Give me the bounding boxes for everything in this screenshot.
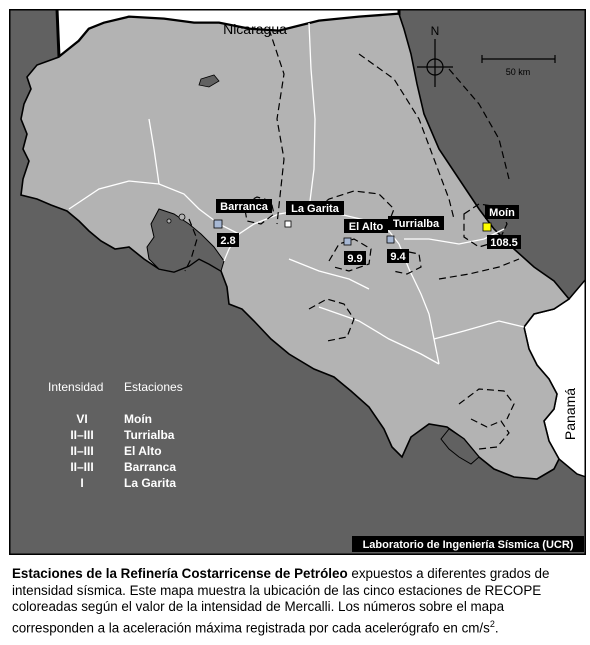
map [9,9,586,555]
legend-station: El Alto [124,444,162,458]
legend-station: La Garita [124,476,177,490]
legend-intensity: II–III [70,460,94,474]
legend-intensity: II–III [70,428,94,442]
island [179,214,185,220]
legend-header-stations: Estaciones [124,380,183,394]
station-name-moin: Moín [489,207,515,219]
north-label: N [430,24,440,38]
station-name-turrialba: Turrialba [392,218,440,230]
legend-header-intensity: Intensidad [48,380,104,394]
station-name-la-garita: La Garita [291,203,339,215]
caption-text: expuestos a diferentes grados de intensidad sísmica. Este mapa muestra la ubicación de las cinco estaciones de RECOPE coloreadas según el valor de la intensidad de Mercalli. Los números sobre el mapa corresponden a la aceleración máxima registrada por cada acelerógrafo en cm/s [12,566,550,635]
station-value-el-alto: 9.9 [347,253,363,265]
legend-intensity: I [80,476,84,490]
caption-title: Estaciones de la Refinería Costarricense de Petróleo [12,566,348,581]
legend-station: Turrialba [124,428,175,442]
station-name-el-alto: El Alto [348,221,384,233]
legend-intensity: VI [76,412,88,426]
caption-end: . [494,619,499,635]
station-marker [387,236,394,243]
map-panel [9,9,586,555]
station-marker [483,223,491,231]
station-value-turrialba: 9.4 [390,251,406,263]
station-value-barranca: 2.8 [220,235,236,247]
caption-unit-exponent: 2 [489,618,495,629]
station-value-moin: 108.5 [490,237,518,249]
figure-caption [12,566,584,636]
station-marker [344,238,351,245]
legend-station: Barranca [124,460,177,474]
station-marker [214,220,222,228]
legend-station: Moín [124,412,152,426]
station-name-barranca: Barranca [220,201,268,213]
legend-intensity: II–III [70,444,94,458]
credit-text: Laboratorio de Ingeniería Sísmica (UCR) [362,539,574,551]
scale-label: 50 km [505,67,531,77]
station-marker [285,221,291,227]
island [167,219,171,223]
nicaragua-label: Nicaragua [223,21,287,37]
panama-label: Panamá [562,387,578,441]
